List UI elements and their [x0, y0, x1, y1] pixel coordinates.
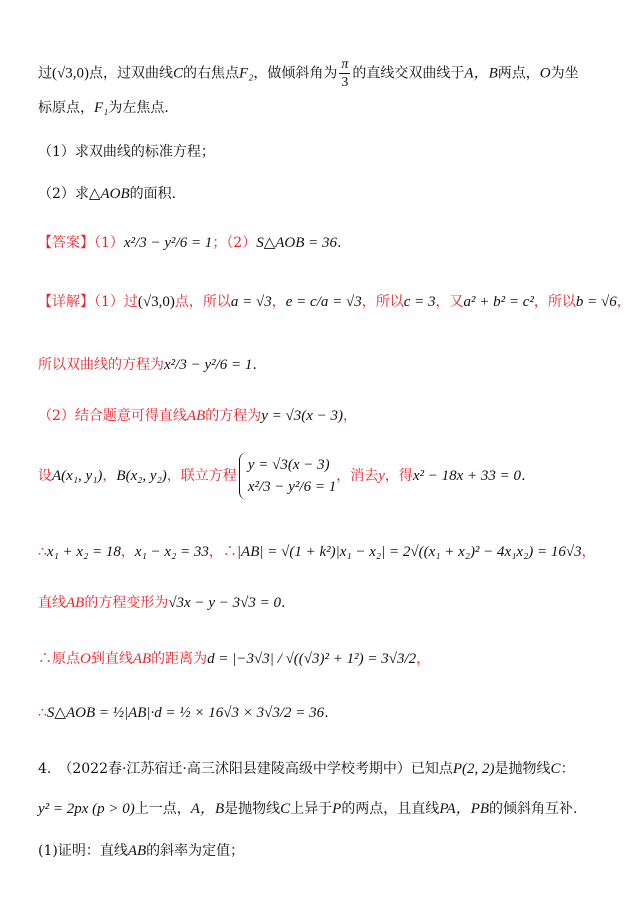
points-symbol: A，B	[190, 801, 225, 817]
equation: e = c/a = √3	[285, 294, 362, 310]
equation: x² − 18x + 33 = 0	[412, 468, 522, 484]
text: ，得	[384, 468, 413, 484]
text: 4. （2022春·江苏宿迁·高三沭阳县建陵高级中学校考期中）已知点	[38, 761, 453, 777]
equation: x₁ − x₂ = 33	[134, 544, 209, 560]
equation: y = √3(x − 3)	[261, 408, 344, 424]
text: 上异于	[290, 801, 333, 817]
triangle-symbol: △AOB	[88, 186, 130, 202]
text: .	[521, 468, 526, 484]
text: 的距离为	[151, 651, 208, 667]
text: ，做倾斜角为	[253, 65, 338, 82]
detail-line-4	[38, 452, 628, 500]
detail-line-3	[38, 405, 628, 427]
text: 点，过双曲线	[88, 65, 173, 82]
point-value: (√3,0)	[137, 294, 175, 310]
detail-line-7	[38, 648, 628, 670]
detail-line-6	[38, 592, 628, 614]
question-2	[38, 183, 628, 205]
fraction-denominator: 3	[341, 75, 349, 90]
text: 过	[38, 65, 52, 82]
detail-tag: 【详解】	[38, 294, 94, 310]
text: 所以双曲线的方程为	[38, 357, 164, 373]
equation: √3x − y − 3√3 = 0	[168, 595, 281, 611]
focus-symbol: F₁	[94, 100, 109, 116]
problem4-line-1	[38, 758, 628, 780]
equation: S△AOB = ½|AB|·d = ½ × 16√3 × 3√3/2 = 36	[46, 705, 325, 721]
text: ，	[343, 408, 358, 424]
text: ，	[120, 544, 135, 560]
curve-symbol: C	[550, 761, 561, 777]
detail-line-8	[38, 702, 628, 724]
point-value: A(x₁, y₁)	[52, 468, 103, 484]
text: 的方程为	[205, 408, 262, 424]
text: （1）求双曲线的标准方程；	[38, 144, 215, 160]
text: 两点，	[497, 65, 540, 82]
text: 的斜率为定值；	[146, 843, 245, 859]
text: ，又	[435, 294, 464, 310]
text: ，所以	[361, 294, 404, 310]
text: 的倾斜角互补.	[489, 801, 578, 817]
text: （2）	[226, 235, 257, 251]
curve-symbol: C	[172, 65, 183, 82]
line-symbol: AB	[66, 595, 85, 611]
equation: |AB| = √(1 + k²)|x₁ − x₂| = 2√((x₁ + x₂)² − 4x₁x₂) = 16√3	[236, 544, 582, 560]
variable-symbol: y	[378, 468, 385, 484]
text: 的两点，且直线	[341, 801, 440, 817]
line-symbol: AB	[132, 651, 152, 667]
text: ，	[102, 468, 117, 484]
equation: y² = 2px (p > 0)	[38, 801, 135, 817]
text: 标原点，	[38, 100, 94, 116]
text: 到直线	[90, 651, 133, 667]
lines-symbol: PA，PB	[439, 801, 490, 817]
text: .	[280, 595, 286, 611]
problem-line-2	[38, 97, 628, 119]
equation: c = 3	[403, 294, 436, 310]
text: 是抛物线	[224, 801, 281, 817]
text: 上一点，	[134, 801, 191, 817]
line-symbol: AB	[186, 408, 206, 424]
fraction-numerator: π	[341, 57, 349, 72]
text: .	[337, 235, 342, 251]
point-value: (√3,0)	[52, 65, 89, 82]
equation: a = √3	[230, 294, 272, 310]
text: ，消去	[336, 468, 379, 484]
text: ，	[581, 544, 596, 560]
text: ；	[212, 235, 227, 251]
points-symbol: A，B	[464, 65, 498, 82]
text: ，	[271, 294, 286, 310]
text: .	[324, 705, 329, 721]
text: （1）过	[94, 294, 138, 310]
equation: b = √6	[575, 294, 617, 310]
equation: d = |−3√3| / √((√3)² + 1²) = 3√3/2	[207, 651, 417, 667]
text: 设	[38, 468, 52, 484]
equation: x²/3 − y²/6 = 1	[164, 357, 253, 373]
text: ，联立方程	[166, 468, 237, 484]
point-value: B(x₂, y₂)	[116, 468, 167, 484]
text: .	[252, 357, 257, 373]
text: 的直线交双曲线于	[352, 65, 465, 82]
problem4-line-3	[38, 840, 628, 862]
point-value: P(2, 2)	[452, 761, 495, 777]
system-equation-2: x²/3 − y²/6 = 1	[247, 479, 337, 495]
text: ∴	[38, 705, 47, 721]
question-1	[38, 141, 628, 163]
text: 的方程变形为	[84, 595, 169, 611]
hyperbola-equation: x²/3 − y²/6 = 1	[123, 235, 213, 251]
detail-line-5	[38, 541, 628, 563]
answer-tag: 【答案】	[38, 235, 94, 251]
angle-fraction	[339, 56, 350, 91]
text: （2）求	[38, 186, 89, 202]
text: (1)证明：直线	[38, 843, 128, 859]
problem-line-1	[38, 56, 628, 91]
text: 为坐	[550, 65, 579, 82]
equation: a² + b² = c²	[463, 294, 534, 310]
origin-symbol: O	[539, 65, 551, 82]
text: 直线	[38, 595, 66, 611]
focus-symbol: F₂	[239, 65, 254, 82]
line-symbol: AB	[127, 843, 147, 859]
problem4-line-2	[38, 798, 628, 820]
text: 为左焦点.	[108, 100, 169, 116]
text: （2）结合题意可得直线	[38, 408, 187, 424]
text: 点，所以	[174, 294, 231, 310]
text: ∴原点	[38, 651, 80, 667]
detail-line-2	[38, 354, 628, 376]
text: ，所以	[533, 294, 576, 310]
detail-line-1	[38, 291, 631, 313]
equation: x₁ + x₂ = 18	[46, 544, 121, 560]
answer-line	[38, 232, 628, 254]
system-equation-1: y = √3(x − 3)	[247, 457, 330, 473]
text: 的面积.	[129, 186, 177, 202]
text: ∴	[38, 544, 47, 560]
text: ：	[560, 761, 575, 777]
point-symbol: P	[332, 801, 342, 817]
text: 是抛物线	[494, 761, 551, 777]
curve-symbol: C	[280, 801, 291, 817]
text: 的右焦点	[183, 65, 239, 82]
text: （1）	[94, 235, 124, 251]
equation-system	[239, 452, 336, 500]
text: ，∴	[208, 544, 237, 560]
origin-symbol: O	[80, 651, 91, 667]
text: ，	[616, 294, 631, 310]
area-equation: S△AOB = 36	[256, 235, 338, 251]
text: ，	[416, 651, 431, 667]
